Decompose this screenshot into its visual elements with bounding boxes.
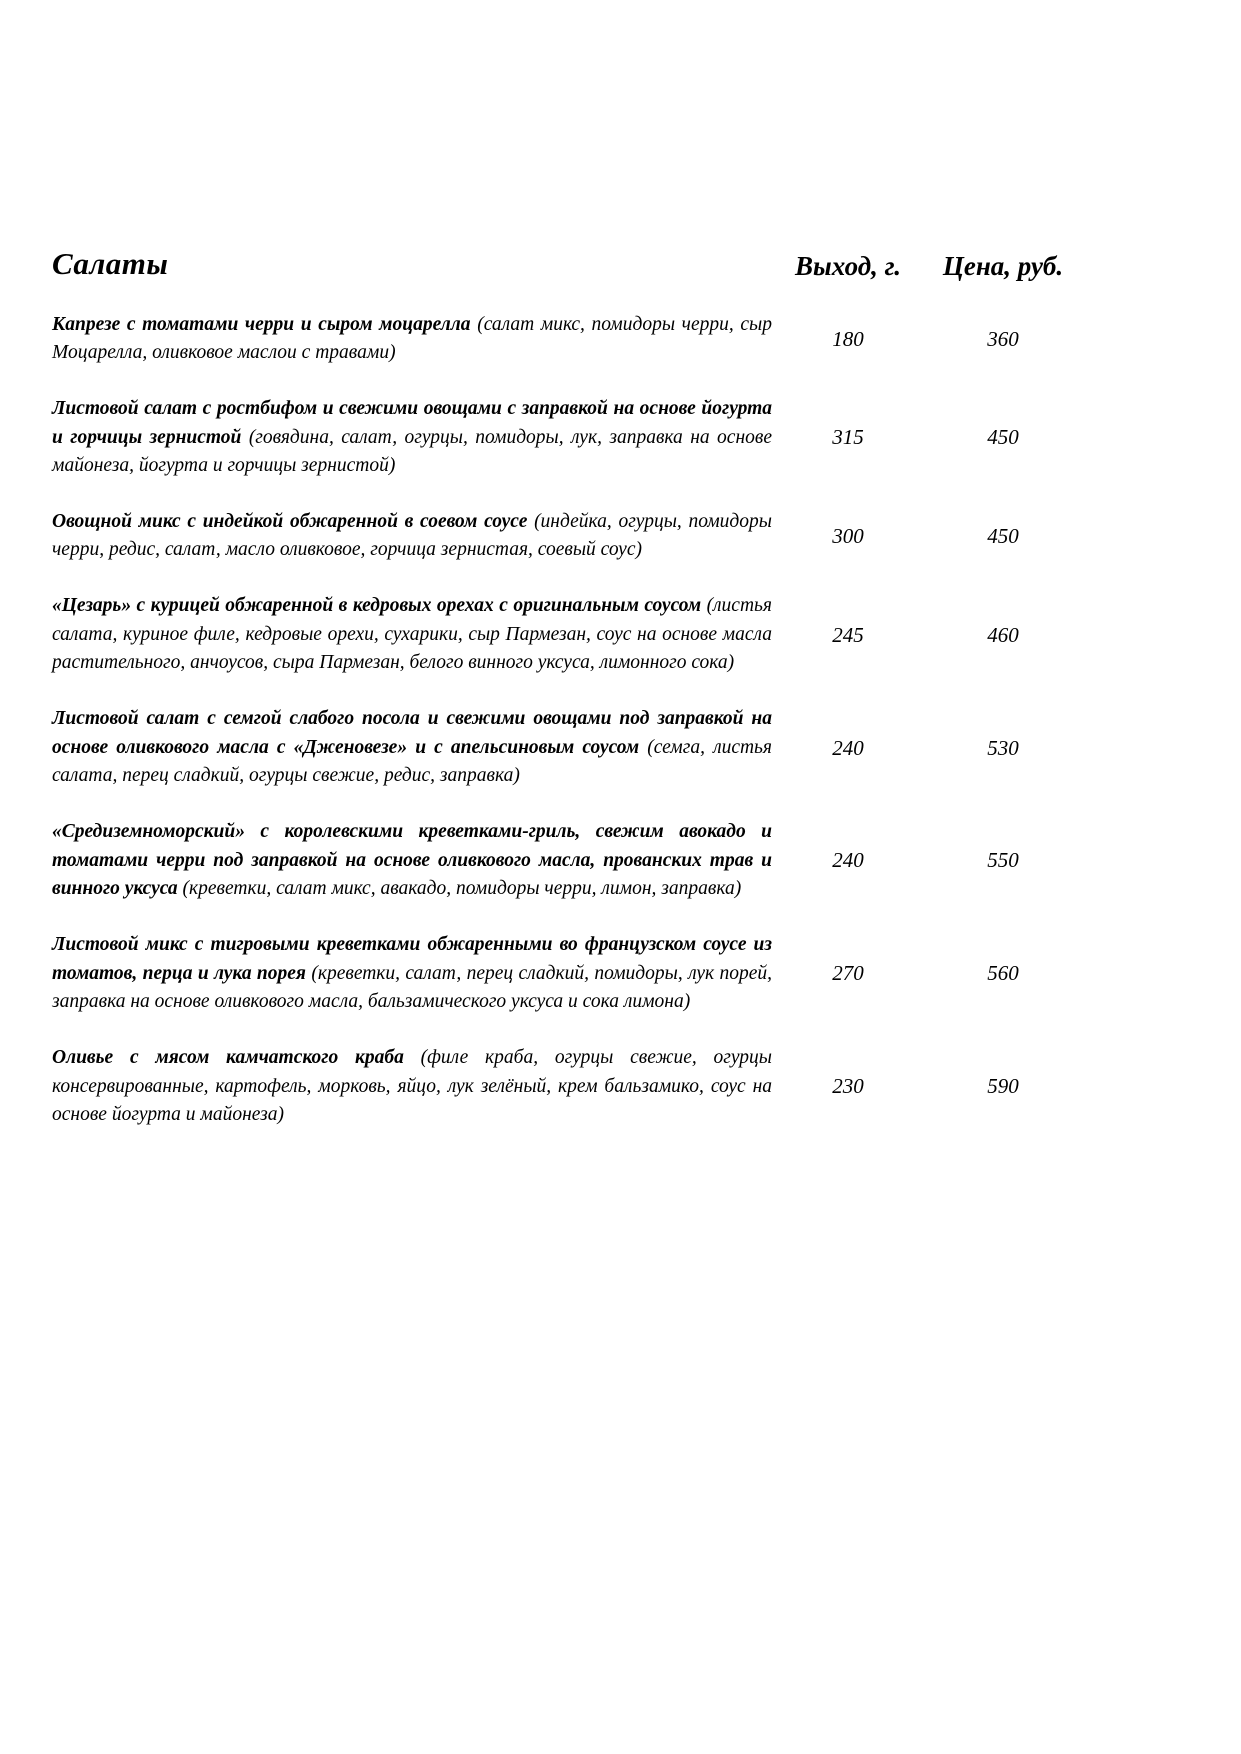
menu-item-row [52, 818, 1082, 904]
menu-item-description: (филе краба, огурцы свежие, огурцы консервированные, картофель, морковь, яйцо, лук зелёный, крем бальзамико, соус на основе йогурта и майонеза) [52, 1047, 772, 1126]
menu-item-weight: 300 [832, 523, 864, 548]
menu-item-weight: 245 [832, 622, 864, 647]
menu-item-weight: 315 [832, 425, 864, 450]
menu-item-description: (семга, листья салата, перец сладкий, огурцы свежие, редис, заправка) [52, 736, 772, 787]
menu-item-price: 450 [987, 425, 1019, 450]
menu-items-list [52, 311, 1082, 1130]
menu-item-row [52, 592, 1082, 678]
menu-item-weight: 240 [832, 735, 864, 760]
menu-item-name: Листовой микс с тигровыми креветками обжаренными во французском соусе из томатов, перца и лука порея [52, 934, 772, 984]
page-title: Салаты [52, 246, 169, 281]
column-header-price: Цена, руб. [942, 251, 1064, 282]
menu-item-price: 460 [987, 622, 1019, 647]
menu-item-text [52, 818, 772, 904]
menu-item-description: (индейка, огурцы, помидоры черри, редис, салат, масло оливковое, горчица зернистая, соевый соус) [52, 510, 773, 561]
menu-item-text [52, 705, 772, 791]
menu-item-row [52, 508, 1082, 565]
menu-item-name: Листовой салат с семгой слабого посола и свежими овощами под заправкой на основе оливкового масла с «Дженовезе» и с апельсиновым соусом [52, 708, 772, 758]
menu-item-name: Листовой салат с ростбифом и свежими овощами с заправкой на основе йогурта и горчицы зернистой [52, 397, 772, 448]
menu-item-description: (салат микс, помидоры черри, сыр Моцарелла, оливковое маслои с травами) [52, 313, 772, 364]
menu-item-description: (говядина, салат, огурцы, помидоры, лук, заправка на основе майонеза, йогурта и горчицы зернистой) [52, 426, 772, 477]
menu-item-weight: 180 [832, 326, 864, 351]
menu-item-price: 590 [987, 1074, 1019, 1099]
column-header-weight: Выход, г. [795, 251, 901, 282]
menu-item-name: Капрезе с томатами черри и сыром моцарелла [52, 313, 478, 335]
menu-item-price: 450 [987, 523, 1019, 548]
menu-item-description: (креветки, салат микс, авакадо, помидоры черри, лимон, заправка) [182, 878, 742, 900]
menu-item-row [52, 705, 1082, 791]
salads-menu-section [52, 248, 1082, 1157]
menu-item-price: 560 [987, 961, 1019, 986]
menu-item-text [52, 1044, 772, 1130]
menu-item-row [52, 311, 1082, 368]
menu-item-weight: 240 [832, 848, 864, 873]
menu-item-weight: 230 [832, 1074, 864, 1099]
menu-item-text [52, 592, 772, 678]
menu-item-name: Оливье с мясом камчатского краба [52, 1047, 421, 1069]
menu-item-name: «Средиземноморский» с королевскими креветками-гриль, свежим авокадо и томатами черри под заправкой на основе оливкового масла, прованских трав и винного уксуса [52, 821, 772, 900]
menu-item-price: 360 [987, 326, 1019, 351]
menu-item-text [52, 311, 772, 368]
menu-item-text [52, 931, 772, 1017]
menu-item-row [52, 1044, 1082, 1130]
menu-item-price: 550 [987, 848, 1019, 873]
menu-item-name: Овощной микс с индейкой обжаренной в соевом соусе [52, 510, 535, 532]
menu-item-name: «Цезарь» с курицей обжаренной в кедровых орехах с оригинальным соусом [52, 595, 707, 617]
menu-item-row [52, 931, 1082, 1017]
menu-item-description: (креветки, салат, перец сладкий, помидоры, лук порей, заправка на основе оливкового масла, бальзамического уксуса и сока лимона) [52, 962, 773, 1013]
menu-item-text [52, 508, 772, 565]
menu-item-weight: 270 [832, 961, 864, 986]
menu-item-price: 530 [987, 735, 1019, 760]
menu-item-description: (листья салата, куриное филе, кедровые орехи, сухарики, сыр Пармезан, соус на основе масла растительного, анчоусов, сыра Пармезан, белого винного уксуса, лимонного сока) [52, 595, 772, 674]
menu-table-header [52, 248, 1082, 281]
menu-item-row [52, 395, 1082, 481]
menu-item-text [52, 395, 772, 481]
